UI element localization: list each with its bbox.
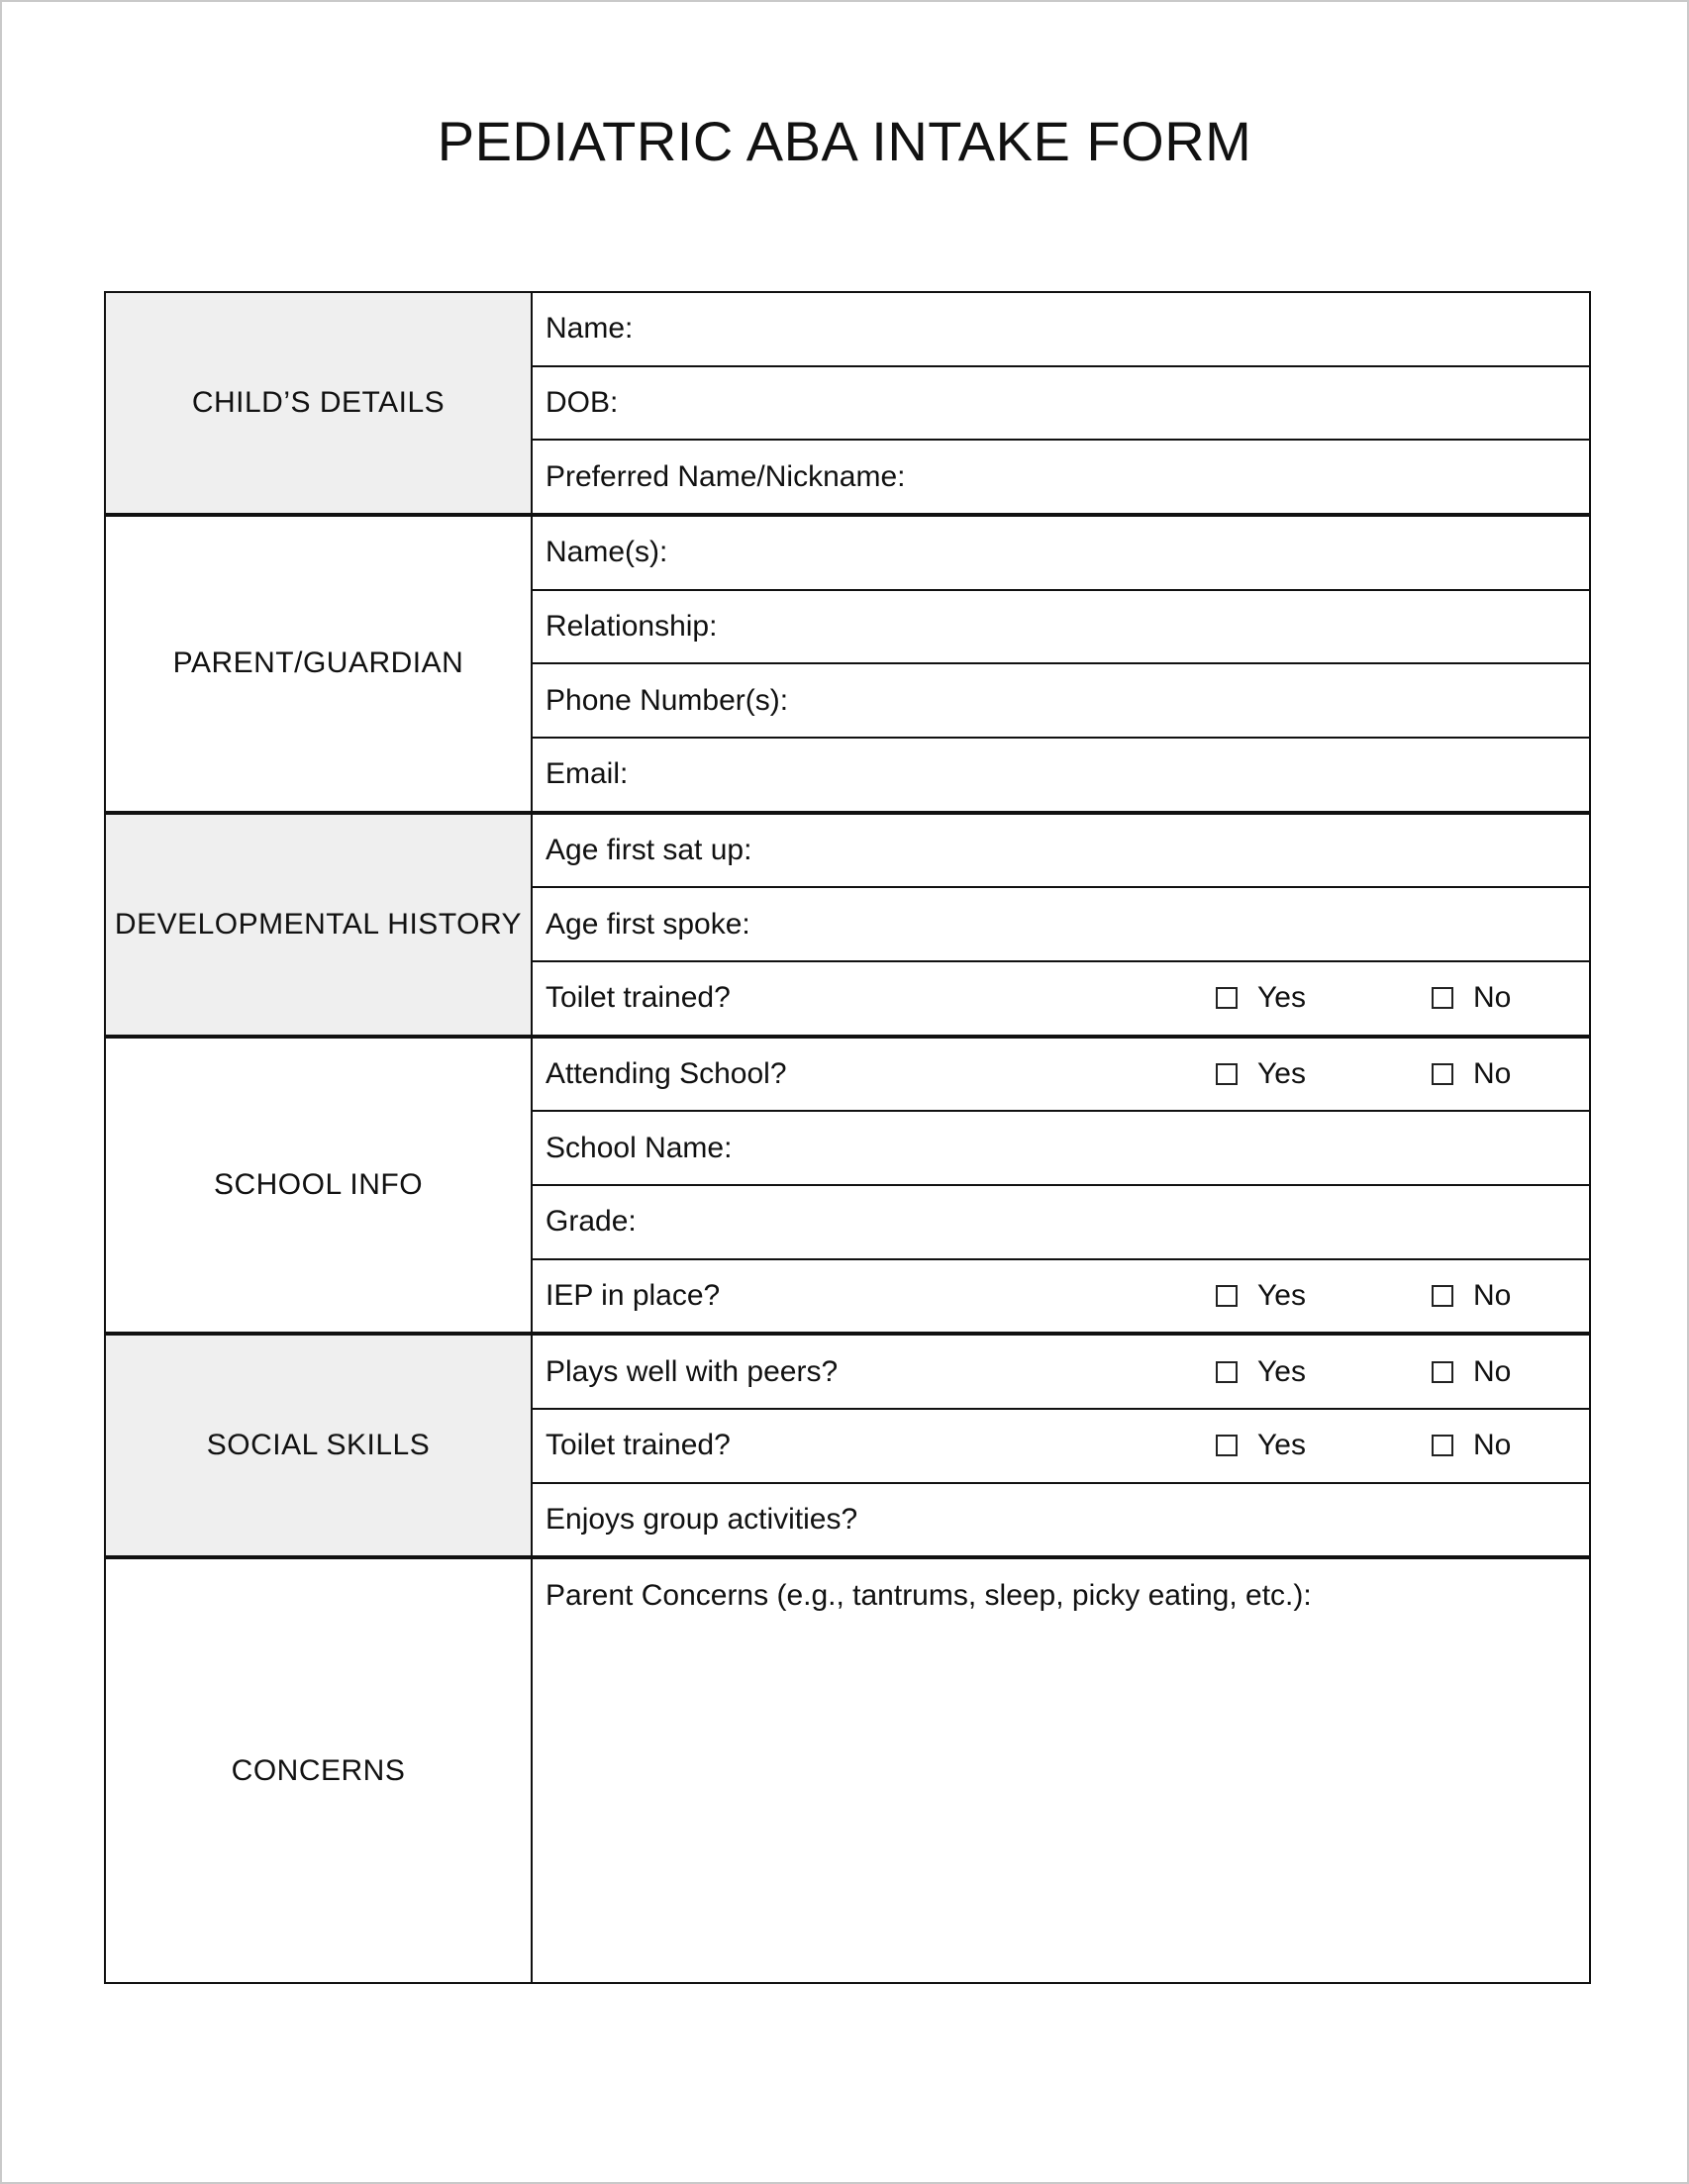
section-heading-parent-guardian: PARENT/GUARDIAN [105,515,532,813]
no-label: No [1473,1056,1512,1090]
yes-label: Yes [1257,1354,1306,1388]
phone-numbers-field[interactable] [532,663,1590,738]
no-checkbox[interactable] [1432,987,1453,1009]
section-heading-social-skills: SOCIAL SKILLS [105,1334,532,1557]
yes-option[interactable] [1216,1057,1306,1091]
no-option[interactable] [1432,1355,1511,1389]
child-nickname-field[interactable] [532,440,1590,515]
table-row [105,1037,1590,1112]
section-heading-developmental-history: DEVELOPMENTAL HISTORY [105,813,532,1037]
yes-option[interactable] [1216,1279,1306,1313]
parent-concerns-field[interactable] [532,1557,1590,1983]
no-label: No [1473,1278,1512,1312]
table-row [105,515,1590,590]
no-option[interactable] [1432,981,1511,1015]
field-label: Parent Concerns (e.g., tantrums, sleep, picky eating, etc.): [546,1579,1312,1613]
age-sat-up-field[interactable] [532,813,1590,888]
yes-checkbox[interactable] [1216,1285,1238,1307]
parent-names-field[interactable] [532,515,1590,590]
field-label: Age first spoke: [546,907,750,941]
no-label: No [1473,1354,1512,1388]
section-heading-school-info: SCHOOL INFO [105,1037,532,1335]
no-option[interactable] [1432,1429,1511,1462]
no-checkbox[interactable] [1432,1361,1453,1383]
field-label: IEP in place? [546,1278,721,1312]
form-title: PEDIATRIC ABA INTAKE FORM [437,110,1252,172]
field-label: Age first sat up: [546,833,752,866]
section-heading-childs-details: CHILD’S DETAILS [105,292,532,515]
yes-option[interactable] [1216,1429,1306,1462]
no-option[interactable] [1432,1279,1511,1313]
field-label: Relationship: [546,609,718,643]
field-label: Name(s): [546,536,668,569]
field-label: Grade: [546,1205,637,1239]
age-spoke-field[interactable] [532,887,1590,961]
no-label: No [1473,981,1512,1015]
field-label: DOB: [546,385,619,419]
group-activities-field[interactable] [532,1483,1590,1558]
table-row [105,1557,1590,1983]
child-dob-field[interactable] [532,366,1590,441]
school-name-field[interactable] [532,1111,1590,1185]
yes-option[interactable] [1216,981,1306,1015]
relationship-field[interactable] [532,590,1590,664]
table-row [105,1334,1590,1409]
section-heading-concerns: CONCERNS [105,1557,532,1983]
yes-label: Yes [1257,1278,1306,1312]
no-checkbox[interactable] [1432,1435,1453,1456]
yes-option[interactable] [1216,1355,1306,1389]
attending-school-field [532,1037,1590,1112]
email-field[interactable] [532,738,1590,813]
yes-checkbox[interactable] [1216,1063,1238,1085]
yes-label: Yes [1257,1056,1306,1090]
field-label: Plays well with peers? [546,1354,839,1388]
yes-checkbox[interactable] [1216,987,1238,1009]
field-label: Phone Number(s): [546,683,789,717]
toilet-trained-social-field [532,1409,1590,1483]
no-checkbox[interactable] [1432,1285,1453,1307]
field-label: School Name: [546,1131,733,1164]
field-label: Enjoys group activities? [546,1502,858,1536]
iep-field [532,1259,1590,1335]
field-label: Toilet trained? [546,981,731,1015]
child-name-field[interactable] [532,292,1590,366]
yes-checkbox[interactable] [1216,1361,1238,1383]
no-label: No [1473,1429,1512,1462]
no-option[interactable] [1432,1057,1511,1091]
no-checkbox[interactable] [1432,1063,1453,1085]
table-row [105,813,1590,888]
grade-field[interactable] [532,1185,1590,1259]
field-label: Toilet trained? [546,1429,731,1462]
yes-checkbox[interactable] [1216,1435,1238,1456]
intake-form-table [104,291,1591,1984]
toilet-trained-dev-field [532,961,1590,1037]
table-row [105,292,1590,366]
field-label: Name: [546,312,634,346]
field-label: Attending School? [546,1056,787,1090]
plays-with-peers-field [532,1334,1590,1409]
yes-label: Yes [1257,1429,1306,1462]
field-label: Preferred Name/Nickname: [546,459,906,493]
yes-label: Yes [1257,981,1306,1015]
field-label: Email: [546,757,629,791]
